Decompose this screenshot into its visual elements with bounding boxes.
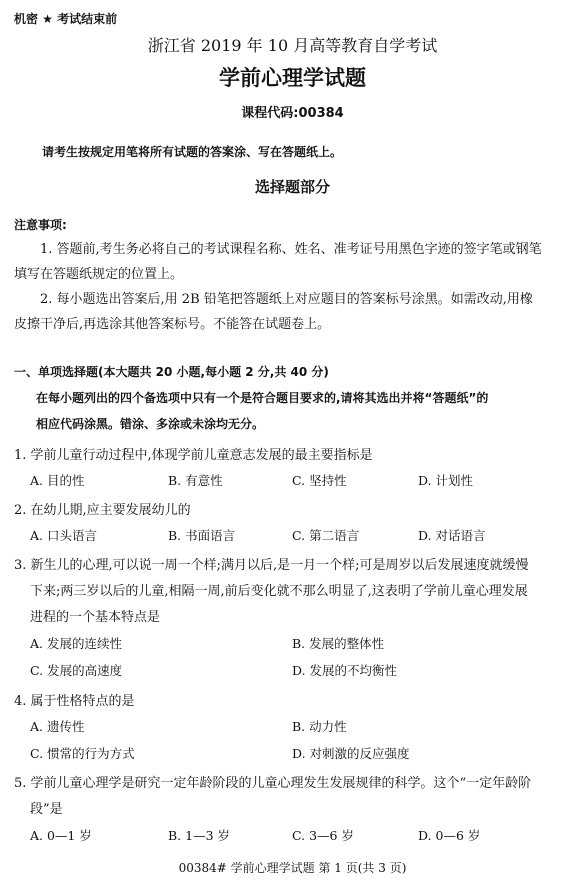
question-4-option-a: A. 遗传性 bbox=[30, 719, 85, 734]
question-2-stem: 2. 在幼儿期,应主要发展幼儿的 bbox=[14, 503, 191, 518]
question-4-stem: 4. 属于性格特点的是 bbox=[14, 694, 135, 709]
part1-instruction-line1: 在每小题列出的四个备选项中只有一个是符合题目要求的,请将其选出并将“答题纸”的 bbox=[36, 391, 489, 405]
question-5-option-d: D. 0—6 岁 bbox=[418, 828, 481, 843]
question-5-stem-line2: 段”是 bbox=[30, 802, 63, 817]
question-1-option-c: C. 坚持性 bbox=[292, 473, 347, 488]
question-5-stem-line1: 5. 学前儿童心理学是研究一定年龄阶段的儿童心理发生发展规律的科学。这个“一定年龄阶 bbox=[14, 776, 532, 791]
section-title: 选择题部分 bbox=[254, 178, 330, 196]
page-footer: 00384# 学前心理学试题 第 1 页(共 3 页) bbox=[178, 861, 407, 875]
question-2-option-c: C. 第二语言 bbox=[292, 528, 360, 543]
question-3-option-a: A. 发展的连续性 bbox=[30, 636, 122, 651]
note-item-2-line2: 皮擦干净后,再选涂其他答案标号。不能答在试题卷上。 bbox=[14, 317, 331, 332]
question-3-option-c: C. 发展的高速度 bbox=[30, 663, 123, 678]
part1-heading: 一、单项选择题(本大题共 20 小题,每小题 2 分,共 40 分) bbox=[14, 365, 329, 379]
course-code: 课程代码:00384 bbox=[241, 106, 344, 121]
question-1-option-b: B. 有意性 bbox=[168, 473, 223, 488]
question-2-option-b: B. 书面语言 bbox=[168, 528, 236, 543]
question-3-stem-line2: 下来;两三岁以后的儿童,相隔一周,前后变化就不那么明显了,这表明了学前儿童心理发展 bbox=[30, 584, 528, 599]
note-item-1-line1: 1. 答题前,考生务必将自己的考试课程名称、姓名、准考证号用黑色字迹的签字笔或钢笔 bbox=[40, 242, 542, 257]
exam-title: 浙江省 2019 年 10 月高等教育自学考试 bbox=[147, 36, 438, 55]
question-2-option-a: A. 口头语言 bbox=[30, 528, 97, 543]
question-5-option-a: A. 0—1 岁 bbox=[30, 828, 92, 843]
question-2-option-d: D. 对话语言 bbox=[418, 528, 486, 543]
question-3-option-d: D. 发展的不均衡性 bbox=[292, 663, 398, 678]
note-item-2-line1: 2. 每小题选出答案后,用 2B 铅笔把答题纸上对应题目的答案标号涂黑。如需改动,用橡 bbox=[40, 292, 533, 307]
question-1-stem: 1. 学前儿童行动过程中,体现学前儿童意志发展的最主要指标是 bbox=[14, 448, 373, 463]
confidential-label: 机密 ★ 考试结束前 bbox=[14, 12, 118, 26]
question-4-option-b: B. 动力性 bbox=[292, 719, 347, 734]
question-5-option-c: C. 3—6 岁 bbox=[292, 828, 354, 843]
question-3-option-b: B. 发展的整体性 bbox=[292, 636, 385, 651]
question-3-stem-line1: 3. 新生儿的心理,可以说一周一个样;满月以后,是一月一个样;可是周岁以后发展速度就缓慢 bbox=[14, 558, 529, 573]
note-item-1-line2: 填写在答题纸规定的位置上。 bbox=[14, 267, 184, 282]
question-3-stem-line3: 进程的一个基本特点是 bbox=[30, 610, 161, 625]
question-1-option-d: D. 计划性 bbox=[418, 473, 474, 488]
question-1-option-a: A. 目的性 bbox=[30, 473, 85, 488]
question-4-option-c: C. 惯常的行为方式 bbox=[30, 746, 135, 761]
subject-title: 学前心理学试题 bbox=[219, 66, 366, 90]
part1-instruction-line2: 相应代码涂黑。错涂、多涂或未涂均无分。 bbox=[36, 417, 265, 431]
answer-instruction: 请考生按规定用笔将所有试题的答案涂、写在答题纸上。 bbox=[42, 145, 343, 159]
question-5-option-b: B. 1—3 岁 bbox=[168, 828, 231, 843]
notes-heading: 注意事项: bbox=[14, 218, 67, 232]
question-4-option-d: D. 对刺激的反应强度 bbox=[292, 746, 410, 761]
